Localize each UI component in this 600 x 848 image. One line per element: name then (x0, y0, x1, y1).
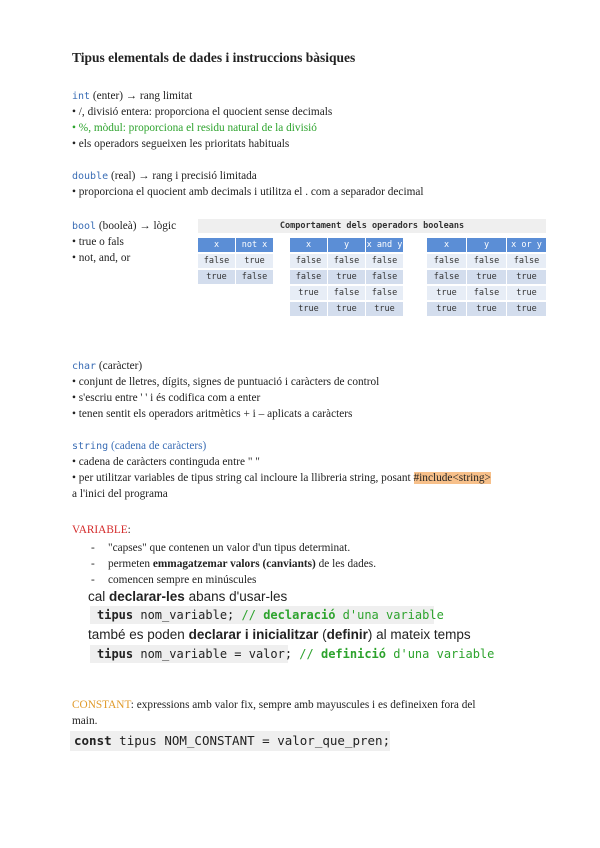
string-bullet-1: • cadena de caràcters continguda entre " " (72, 456, 260, 468)
string-bullet-2-cont: a l'inici del programa (72, 488, 168, 500)
bool-bullet-1: • true o fals (72, 236, 124, 248)
code-constant-keyword: const (74, 733, 112, 748)
define-note-pre: també es poden (88, 627, 189, 642)
char-heading (72, 358, 142, 375)
variable-desc-2 (108, 556, 376, 572)
and-table-header-0: x (290, 238, 327, 252)
char-bullet-2: • s'escriu entre ' ' i és codifica com a enter (72, 392, 261, 404)
int-bullet-2: • %, mòdul: proporciona el residu natural de la divisió (72, 122, 317, 134)
and-table-cell: false (366, 254, 403, 268)
char-bullet-3: • tenen sentit els operadors aritmètics + i – aplicats a caràcters (72, 408, 353, 420)
code-definition-comment: d'una variable (386, 647, 495, 661)
define-note-post: ) al mateix temps (367, 627, 471, 642)
or-table-cell: false (507, 254, 546, 268)
or-table-cell: false (467, 286, 506, 300)
code-declaration-type: tipus (97, 608, 134, 622)
code-definition-comment-bold: definició (320, 647, 387, 661)
double-bullet-1: • proporciona el quocient amb decimals i utilitza el . com a separador decimal (72, 186, 424, 198)
string-bullet-2-text: • per utilitzar variables de tipus string cal incloure la llibreria string, posant (72, 472, 414, 484)
code-definition-type: tipus (97, 647, 134, 661)
and-table-cell: false (290, 270, 327, 284)
include-string-highlight: #include<string> (413, 472, 491, 484)
and-table-cell: false (366, 286, 403, 300)
double-heading (72, 168, 257, 185)
bool-desc: (booleà) → lògic (96, 220, 177, 232)
double-desc: (real) → rang i precisió limitada (108, 170, 257, 182)
define-note-mid: ( (318, 627, 327, 642)
variable-desc-2-post: de les dades. (315, 558, 377, 570)
not-table-cell: false (198, 254, 235, 268)
or-table-cell: false (467, 254, 506, 268)
or-table-header-0: x (427, 238, 466, 252)
not-table-cell: true (198, 270, 235, 284)
variable-dash-1: - (91, 542, 95, 554)
or-table-cell: true (427, 302, 466, 316)
code-definition (97, 647, 494, 661)
or-table-cell: true (427, 286, 466, 300)
string-heading (72, 438, 206, 455)
string-bullet-2 (72, 470, 491, 486)
and-table-cell: true (290, 286, 327, 300)
bool-keyword: bool (72, 221, 97, 232)
char-bullet-1: • conjunt de lletres, dígits, signes de puntuació i caràcters de control (72, 376, 380, 388)
or-table-header-2: x or y (507, 238, 546, 252)
or-table-header-1: y (467, 238, 506, 252)
int-heading (72, 88, 192, 105)
variable-colon: : (127, 524, 131, 536)
code-declaration (97, 608, 444, 622)
int-desc: (enter) → rang limitat (90, 90, 193, 102)
or-table-cell: true (507, 302, 546, 316)
and-table-cell: true (290, 302, 327, 316)
not-table-cell: false (236, 270, 273, 284)
int-keyword: int (72, 91, 91, 102)
define-note-bold-1: declarar i inicialitzar (188, 627, 319, 642)
declare-note-pre: cal (88, 589, 110, 604)
page-title: Tipus elementals de dades i instruccions bàsiques (72, 50, 356, 65)
variable-dash-2: - (91, 558, 95, 570)
and-table-cell: true (328, 302, 365, 316)
or-table-cell: false (427, 270, 466, 284)
define-note-bold-2: definir (326, 627, 368, 642)
not-table-cell: true (236, 254, 273, 268)
constant-line-1 (72, 697, 476, 713)
string-keyword: string (72, 441, 109, 452)
and-table-cell: false (328, 254, 365, 268)
bool-bullet-2: • not, and, or (72, 252, 131, 264)
declare-note-post: abans d'usar-les (184, 589, 288, 604)
code-definition-comment-slash: // (292, 647, 321, 661)
string-desc: (cadena de caràcters) (108, 440, 207, 452)
code-declaration-comment-bold: declaració (263, 608, 336, 622)
not-table-header-1: not x (236, 238, 273, 252)
constant-title: CONSTANT (72, 699, 131, 711)
variable-heading (72, 522, 131, 538)
not-table-header-0: x (198, 238, 235, 252)
and-table-cell: false (290, 254, 327, 268)
variable-dash-3: - (91, 574, 95, 586)
code-definition-name: nom_variable = valor; (133, 647, 293, 661)
define-note (88, 627, 471, 642)
or-table-cell: true (467, 270, 506, 284)
bool-table-caption: Comportament dels operadors booleans (279, 221, 465, 231)
variable-desc-1: "capses" que contenen un valor d'un tipus determinat. (108, 542, 351, 554)
double-keyword: double (72, 171, 109, 182)
variable-desc-3: comencen sempre en minúscules (108, 574, 257, 586)
int-bullet-1: • /, divisió entera: proporciona el quocient sense decimals (72, 106, 333, 118)
variable-title: VARIABLE (72, 524, 128, 536)
and-table-cell: false (366, 270, 403, 284)
and-table-header-1: y (328, 238, 365, 252)
code-declaration-comment-slash: // (234, 608, 264, 622)
char-keyword: char (72, 361, 97, 372)
declare-note (88, 589, 287, 604)
and-table-cell: true (328, 270, 365, 284)
or-table-cell: true (467, 302, 506, 316)
code-declaration-name: nom_variable; (133, 608, 235, 622)
variable-desc-2-pre: permeten (108, 558, 153, 570)
code-constant (74, 733, 390, 748)
constant-line-2: main. (72, 715, 98, 727)
bool-heading (72, 218, 176, 235)
and-table-cell: true (366, 302, 403, 316)
constant-desc: : expressions amb valor fix, sempre amb mayuscules i es defineixen fora del (130, 699, 476, 711)
or-table-cell: false (427, 254, 466, 268)
or-table-cell: true (507, 286, 546, 300)
declare-note-bold: declarar-les (109, 589, 185, 604)
and-table-cell: false (328, 286, 365, 300)
and-table-header-2: x and y (366, 240, 403, 250)
code-constant-rest: tipus NOM_CONSTANT = valor_que_pren; (111, 733, 391, 748)
code-declaration-comment: d'una variable (335, 608, 444, 622)
variable-desc-2-bold: emmagatzemar valors (canviants) (152, 558, 316, 570)
int-bullet-3: • els operadors segueixen les prioritats habituals (72, 138, 290, 150)
or-table-cell: true (507, 270, 546, 284)
char-desc: (caràcter) (96, 360, 143, 372)
